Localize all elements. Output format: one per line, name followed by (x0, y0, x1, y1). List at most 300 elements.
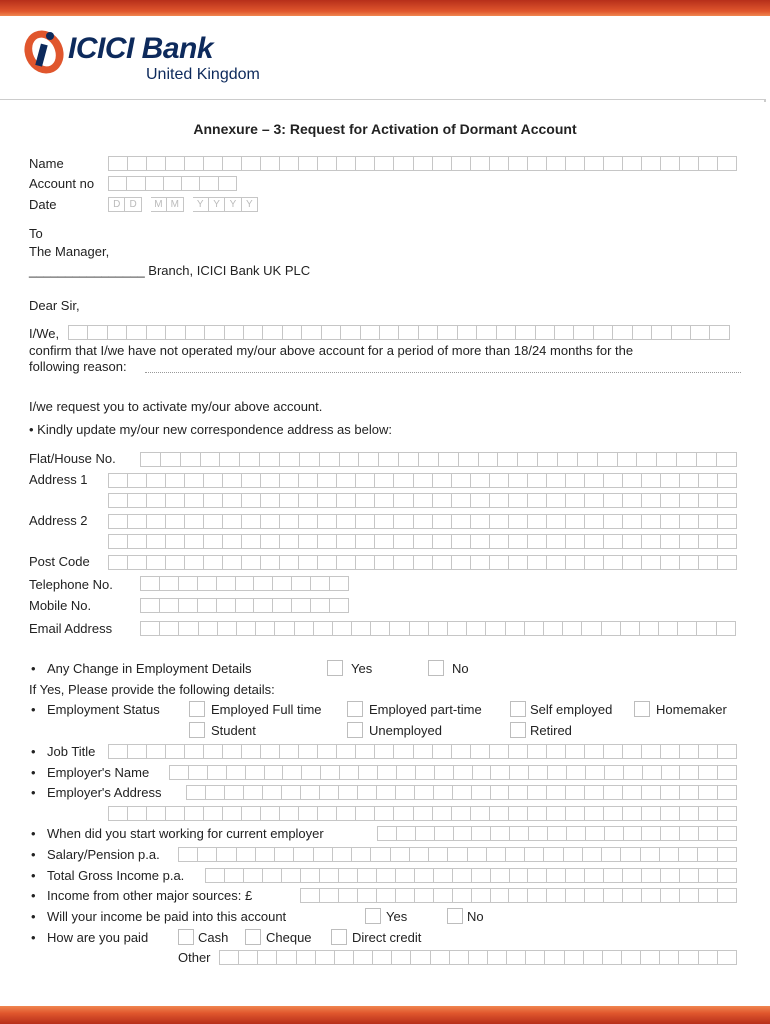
date-input[interactable] (108, 197, 258, 212)
input-cell (642, 806, 661, 821)
input-cell (452, 514, 471, 529)
gross-income-label: Total Gross Income p.a. (47, 868, 185, 883)
input-cell (509, 156, 528, 171)
input-cell (623, 868, 642, 883)
mobile-input[interactable] (140, 598, 349, 613)
input-cell (657, 452, 677, 467)
input-cell (160, 598, 179, 613)
input-cell (410, 621, 429, 636)
input-cell (490, 156, 509, 171)
input-cell (718, 156, 737, 171)
input-cell (339, 888, 358, 903)
input-cell (299, 473, 318, 488)
input-cell (280, 473, 299, 488)
input-cell (642, 493, 661, 508)
address2-label: Address 2 (29, 513, 88, 528)
change-bullet: • (31, 661, 36, 676)
input-cell (179, 576, 198, 591)
other-income-input[interactable] (300, 888, 737, 903)
input-cell (375, 156, 394, 171)
input-cell (566, 744, 585, 759)
input-cell (273, 598, 292, 613)
input-cell (225, 785, 244, 800)
input-cell (242, 744, 261, 759)
input-cell (679, 847, 698, 862)
input-cell (547, 493, 566, 508)
input-cell (128, 514, 147, 529)
input-cell (261, 806, 280, 821)
input-cell (223, 806, 242, 821)
unemployed-label: Unemployed (369, 723, 442, 738)
input-cell (311, 598, 330, 613)
input-cell (392, 950, 411, 965)
input-cell (459, 452, 479, 467)
email-input[interactable] (140, 621, 736, 636)
input-cell (624, 765, 643, 780)
input-cell (547, 534, 566, 549)
input-cell (299, 493, 318, 508)
input-cell (718, 847, 737, 862)
input-cell (699, 555, 718, 570)
input-cell (547, 744, 566, 759)
input-cell (448, 621, 467, 636)
input-cell (318, 473, 337, 488)
input-cell (318, 806, 337, 821)
input-cell (396, 868, 415, 883)
input-cell (585, 493, 604, 508)
input-cell (356, 744, 375, 759)
input-cell (375, 806, 394, 821)
input-cell (339, 785, 358, 800)
input-cell (718, 826, 737, 841)
gross-income-input[interactable] (205, 868, 737, 883)
input-cell (419, 325, 438, 340)
reason-line[interactable] (145, 372, 741, 373)
employer-address-bullet: • (31, 785, 36, 800)
self-employed-checkbox[interactable] (510, 701, 526, 717)
input-cell (128, 534, 147, 549)
address2-input[interactable] (108, 514, 737, 529)
input-cell (433, 156, 452, 171)
input-cell (471, 156, 490, 171)
input-cell (637, 452, 657, 467)
input-cell (394, 473, 413, 488)
address2-input-line2[interactable] (108, 534, 737, 549)
employer-address-input-line2[interactable] (108, 806, 737, 821)
input-cell (490, 555, 509, 570)
input-cell (621, 621, 640, 636)
input-cell (536, 325, 555, 340)
input-cell (566, 473, 585, 488)
employer-address-input[interactable] (186, 785, 737, 800)
input-cell (490, 493, 509, 508)
input-cell (280, 452, 300, 467)
input-cell (283, 325, 302, 340)
input-cell (318, 156, 337, 171)
input-cell (205, 868, 225, 883)
input-cell (127, 176, 145, 191)
full-time-checkbox[interactable] (189, 701, 205, 717)
input-cell (330, 576, 349, 591)
address1-input[interactable] (108, 473, 737, 488)
input-cell (486, 621, 505, 636)
input-cell (642, 826, 661, 841)
change-no-checkbox[interactable] (428, 660, 444, 676)
address1-input-line2[interactable] (108, 493, 737, 508)
input-cell (452, 534, 471, 549)
input-cell (509, 534, 528, 549)
input-cell (341, 325, 360, 340)
input-cell (128, 806, 147, 821)
input-cell (518, 452, 538, 467)
paid-into-bullet: • (31, 909, 36, 924)
input-cell (185, 744, 204, 759)
input-cell (375, 473, 394, 488)
unemployed-checkbox[interactable] (347, 722, 363, 738)
paid-into-yes-checkbox[interactable] (365, 908, 381, 924)
input-cell (292, 576, 311, 591)
input-cell (604, 806, 623, 821)
input-cell (585, 744, 604, 759)
input-cell (320, 868, 339, 883)
input-cell (314, 621, 333, 636)
input-cell (490, 534, 509, 549)
input-cell (415, 888, 434, 903)
input-cell (198, 847, 217, 862)
input-cell (604, 514, 623, 529)
input-cell (623, 888, 642, 903)
input-cell (453, 888, 472, 903)
salary-input[interactable] (178, 847, 737, 862)
input-cell (414, 744, 433, 759)
input-cell (179, 598, 198, 613)
input-cell (473, 765, 492, 780)
input-cell (322, 325, 341, 340)
input-cell (185, 555, 204, 570)
change-yes-checkbox[interactable] (327, 660, 343, 676)
input-cell (185, 473, 204, 488)
input-cell (185, 156, 204, 171)
input-cell (169, 765, 189, 780)
input-cell (204, 473, 223, 488)
start-date-input[interactable] (377, 826, 737, 841)
input-cell (661, 493, 680, 508)
input-cell (623, 156, 642, 171)
input-cell (433, 493, 452, 508)
input-cell (301, 868, 320, 883)
input-cell (604, 744, 623, 759)
input-cell (699, 473, 718, 488)
input-cell (160, 576, 179, 591)
input-cell (321, 765, 340, 780)
input-cell (227, 765, 246, 780)
input-cell (566, 785, 585, 800)
job-title-input[interactable] (108, 744, 737, 759)
input-cell (529, 826, 548, 841)
input-cell (375, 534, 394, 549)
input-cell (718, 806, 737, 821)
input-cell (471, 744, 490, 759)
input-cell (301, 785, 320, 800)
input-cell (490, 514, 509, 529)
input-cell (182, 176, 200, 191)
input-cell (594, 325, 613, 340)
input-cell (528, 888, 547, 903)
input-cell (242, 493, 261, 508)
input-cell (337, 514, 356, 529)
input-cell (185, 514, 204, 529)
input-cell (710, 325, 729, 340)
input-cell (516, 325, 535, 340)
input-cell (254, 576, 273, 591)
input-cell (337, 534, 356, 549)
input-cell (652, 325, 671, 340)
input-cell (244, 325, 263, 340)
input-cell (699, 156, 718, 171)
how-paid-label: How are you paid (47, 930, 149, 945)
input-cell (358, 868, 377, 883)
input-cell (166, 156, 185, 171)
input-cell (585, 868, 604, 883)
retired-checkbox[interactable] (510, 722, 526, 738)
input-cell (640, 621, 659, 636)
input-cell (528, 785, 547, 800)
input-cell (140, 621, 160, 636)
input-cell (472, 868, 491, 883)
input-cell (509, 888, 528, 903)
input-cell (467, 621, 486, 636)
input-cell (604, 785, 623, 800)
bottom-color-bar (0, 1006, 770, 1024)
input-cell (354, 950, 373, 965)
input-cell (204, 744, 223, 759)
self-employed-label: Self employed (530, 702, 613, 717)
input-cell (337, 806, 356, 821)
name-input[interactable] (108, 156, 737, 171)
input-cell (680, 534, 699, 549)
input-cell (547, 806, 566, 821)
input-cell (506, 621, 525, 636)
input-cell (491, 785, 510, 800)
input-cell (356, 156, 375, 171)
input-cell (223, 534, 242, 549)
input-cell (433, 514, 452, 529)
input-cell (108, 473, 128, 488)
input-cell (236, 598, 255, 613)
input-cell (585, 888, 604, 903)
input-cell (263, 785, 282, 800)
input-cell (356, 493, 375, 508)
input-cell (642, 785, 661, 800)
input-cell (699, 950, 718, 965)
input-cell (452, 555, 471, 570)
date-day-1: D (108, 197, 125, 212)
input-cell (318, 744, 337, 759)
input-cell (399, 325, 418, 340)
input-cell (509, 473, 528, 488)
input-cell (223, 493, 242, 508)
paid-into-no-checkbox[interactable] (447, 908, 463, 924)
iwe-input[interactable] (68, 325, 730, 340)
input-cell (399, 452, 419, 467)
input-cell (146, 176, 164, 191)
input-cell (717, 621, 736, 636)
input-cell (394, 555, 413, 570)
input-cell (471, 555, 490, 570)
direct-credit-checkbox[interactable] (331, 929, 347, 945)
input-cell (604, 534, 623, 549)
input-cell (699, 806, 718, 821)
input-cell (318, 555, 337, 570)
input-cell (547, 156, 566, 171)
input-cell (718, 555, 737, 570)
input-cell (450, 950, 469, 965)
other-input[interactable] (219, 950, 737, 965)
input-cell (419, 452, 439, 467)
homemaker-label: Homemaker (656, 702, 727, 717)
input-cell (128, 493, 147, 508)
input-cell (623, 473, 642, 488)
input-cell (140, 452, 161, 467)
input-cell (661, 868, 680, 883)
input-cell (225, 868, 244, 883)
account-no-input[interactable] (108, 176, 237, 191)
input-cell (263, 868, 282, 883)
input-cell (198, 576, 217, 591)
input-cell (415, 785, 434, 800)
input-cell (339, 868, 358, 883)
input-cell (410, 847, 429, 862)
input-cell (434, 785, 453, 800)
input-cell (160, 621, 179, 636)
input-cell (337, 473, 356, 488)
input-cell (391, 847, 410, 862)
input-cell (566, 888, 585, 903)
employment-change-label: Any Change in Employment Details (47, 661, 252, 676)
input-cell (510, 765, 529, 780)
input-cell (604, 888, 623, 903)
cheque-label: Cheque (266, 930, 312, 945)
input-cell (261, 514, 280, 529)
cheque-checkbox[interactable] (245, 929, 261, 945)
gross-bullet: • (31, 868, 36, 883)
input-cell (602, 847, 621, 862)
input-cell (244, 785, 263, 800)
input-cell (583, 847, 602, 862)
input-cell (528, 555, 547, 570)
flat-input[interactable] (140, 452, 737, 467)
input-cell (488, 950, 507, 965)
input-cell (68, 325, 88, 340)
input-cell (198, 598, 217, 613)
input-cell (528, 744, 547, 759)
input-cell (602, 621, 621, 636)
input-cell (261, 493, 280, 508)
input-cell (380, 325, 399, 340)
input-cell (491, 868, 510, 883)
input-cell (603, 950, 622, 965)
input-cell (718, 765, 737, 780)
cash-checkbox[interactable] (178, 929, 194, 945)
input-cell (394, 493, 413, 508)
input-cell (547, 555, 566, 570)
input-cell (394, 744, 413, 759)
cash-label: Cash (198, 930, 229, 945)
input-cell (547, 868, 566, 883)
input-cell (108, 744, 128, 759)
input-cell (140, 576, 160, 591)
input-cell (472, 888, 491, 903)
input-cell (275, 621, 294, 636)
input-cell (108, 514, 128, 529)
input-cell (718, 473, 737, 488)
post-code-label: Post Code (29, 554, 90, 569)
input-cell (431, 950, 450, 965)
letter-salutation: Dear Sir, (29, 298, 80, 313)
input-cell (433, 806, 452, 821)
input-cell (487, 847, 506, 862)
input-cell (217, 576, 236, 591)
input-cell (642, 473, 661, 488)
input-cell (108, 325, 127, 340)
input-cell (416, 826, 435, 841)
input-cell (356, 806, 375, 821)
input-cell (510, 826, 529, 841)
input-cell (605, 826, 624, 841)
input-cell (528, 493, 547, 508)
input-cell (680, 493, 699, 508)
part-time-checkbox[interactable] (347, 701, 363, 717)
homemaker-checkbox[interactable] (634, 701, 650, 717)
input-cell (548, 765, 567, 780)
input-cell (244, 868, 263, 883)
input-cell (237, 621, 256, 636)
input-cell (186, 785, 206, 800)
input-cell (680, 868, 699, 883)
student-checkbox[interactable] (189, 722, 205, 738)
input-cell (356, 555, 375, 570)
input-cell (528, 868, 547, 883)
input-cell (469, 950, 488, 965)
input-cell (453, 785, 472, 800)
input-cell (528, 473, 547, 488)
input-cell (435, 826, 454, 841)
input-cell (318, 493, 337, 508)
input-cell (204, 806, 223, 821)
input-cell (204, 514, 223, 529)
input-cell (471, 493, 490, 508)
employer-name-input[interactable] (169, 765, 737, 780)
name-label: Name (29, 156, 64, 171)
input-cell (642, 156, 661, 171)
input-cell (371, 847, 390, 862)
input-cell (394, 534, 413, 549)
input-cell (166, 744, 185, 759)
input-cell (378, 765, 397, 780)
input-cell (414, 514, 433, 529)
input-cell (454, 765, 473, 780)
input-cell (585, 473, 604, 488)
input-cell (261, 555, 280, 570)
telephone-input[interactable] (140, 576, 349, 591)
input-cell (506, 847, 525, 862)
post-code-input[interactable] (108, 555, 737, 570)
input-cell (529, 765, 548, 780)
input-cell (491, 765, 510, 780)
input-cell (566, 514, 585, 529)
input-cell (490, 744, 509, 759)
input-cell (242, 156, 261, 171)
